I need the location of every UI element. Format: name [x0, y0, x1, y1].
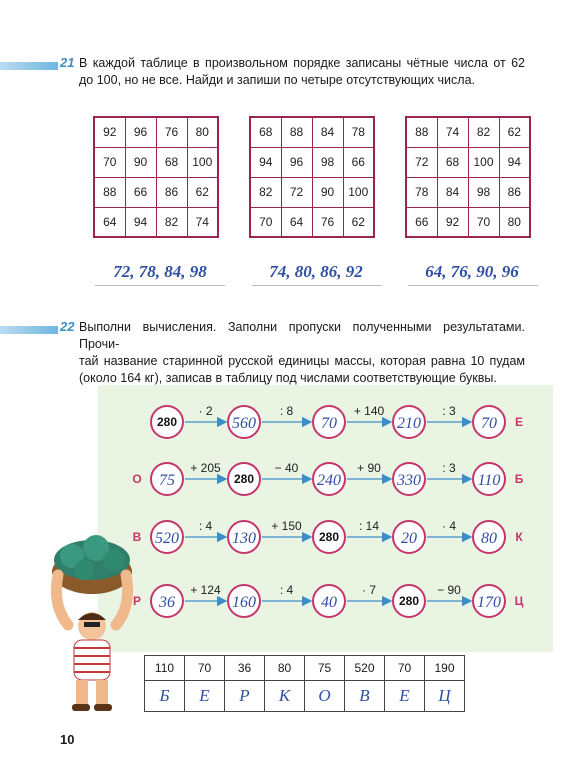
answer-letter-cell: Р	[225, 681, 265, 712]
table-cell: 84	[312, 117, 343, 147]
answer-letter-cell: О	[305, 681, 345, 712]
table-cell: 80	[499, 207, 530, 237]
table-cell: 76	[156, 117, 187, 147]
chain-letter-right: К	[515, 530, 523, 544]
operation-label: : 3	[442, 404, 456, 418]
chain-letter-right: Ц	[514, 594, 524, 608]
table-cell: 96	[125, 117, 156, 147]
table-cell: 70	[94, 147, 125, 177]
answer-letter-cell: Е	[385, 681, 425, 712]
operation-label: · 7	[361, 583, 377, 597]
operation-label: − 90	[437, 583, 461, 597]
operation-label: : 4	[279, 583, 294, 597]
table-cell: 98	[468, 177, 499, 207]
table-cell: 64	[281, 207, 312, 237]
task-22-number: 22	[60, 319, 75, 334]
table-cell: 62	[187, 177, 218, 207]
table-cell: 62	[343, 207, 374, 237]
task-21-line-2: до 100, но не все. Найди и запиши по четыре отсутствующих числа.	[79, 73, 476, 87]
table-cell: 66	[343, 147, 374, 177]
chain-letter-left: Р	[132, 594, 142, 608]
table-cell: 100	[468, 147, 499, 177]
table-cell: 94	[125, 207, 156, 237]
table-cell: 94	[250, 147, 281, 177]
computed-number: 240	[317, 472, 341, 489]
computed-number: 20	[401, 530, 417, 547]
answer-letter-cell: Б	[145, 681, 185, 712]
computed-number: 70	[481, 415, 497, 432]
table-cell: 62	[499, 117, 530, 147]
table-cell: 78	[406, 177, 437, 207]
answer-number-cell: 190	[425, 656, 465, 681]
answer-letter-cell: В	[345, 681, 385, 712]
answer-number-cell: 75	[305, 656, 345, 681]
table-cell: 66	[125, 177, 156, 207]
table-cell: 82	[468, 117, 499, 147]
table-cell: 98	[312, 147, 343, 177]
answer-number-cell: 70	[185, 656, 225, 681]
computed-number: 36	[159, 594, 175, 611]
missing-numbers-answer-1: 72, 78, 84, 98	[113, 262, 207, 281]
table-cell: 84	[437, 177, 468, 207]
table-cell: 96	[281, 147, 312, 177]
operation-label: + 150	[271, 519, 302, 533]
computed-number: 40	[321, 594, 337, 611]
table-cell: 86	[156, 177, 187, 207]
given-number: 280	[233, 472, 255, 486]
table-cell: 100	[187, 147, 218, 177]
operation-label: : 4	[198, 519, 213, 533]
answer-letter-cell: Е	[185, 681, 225, 712]
task-21-line-1: В каждой таблице в произвольном порядке записаны чётные числа от 62	[79, 56, 525, 70]
answer-number-cell: 110	[145, 656, 185, 681]
missing-numbers-answer-2: 74, 80, 86, 92	[269, 262, 363, 281]
table-cell: 94	[499, 147, 530, 177]
table-cell: 90	[312, 177, 343, 207]
chain-letter-right: Б	[514, 472, 524, 486]
operation-label: : 3	[442, 461, 456, 475]
computed-number: 170	[477, 594, 501, 611]
page-number: 10	[60, 732, 75, 747]
missing-numbers-answer-3: 64, 76, 90, 96	[425, 262, 519, 281]
operation-label: − 40	[274, 461, 299, 475]
computed-number: 110	[477, 472, 501, 489]
table-cell: 88	[281, 117, 312, 147]
table-cell: 72	[281, 177, 312, 207]
operation-label: · 4	[441, 519, 457, 533]
operation-label: + 124	[190, 583, 221, 597]
table-cell: 78	[343, 117, 374, 147]
table-cell: 80	[187, 117, 218, 147]
computed-number: 70	[321, 415, 337, 432]
table-cell: 74	[187, 207, 218, 237]
task-22-line-3: (около 164 кг), записав в таблицу под числами соответствующие буквы.	[79, 371, 497, 385]
table-cell: 100	[343, 177, 374, 207]
chain-letter-right: Е	[514, 415, 524, 429]
table-cell: 68	[437, 147, 468, 177]
table-cell: 76	[312, 207, 343, 237]
table-cell: 86	[499, 177, 530, 207]
computed-number: 80	[481, 530, 497, 547]
table-cell: 92	[94, 117, 125, 147]
computed-number: 520	[155, 530, 179, 547]
answer-table	[144, 655, 465, 712]
computed-number: 210	[397, 415, 421, 432]
answer-number-cell: 520	[345, 656, 385, 681]
computed-number: 560	[232, 415, 256, 432]
table-cell: 68	[156, 147, 187, 177]
table-cell: 68	[250, 117, 281, 147]
operation-label: + 140	[353, 404, 385, 418]
answer-letter-cell: К	[265, 681, 305, 712]
answer-number-cell: 70	[385, 656, 425, 681]
answer-number-cell: 36	[225, 656, 265, 681]
answer-letter-cell: Ц	[425, 681, 465, 712]
table-cell: 64	[94, 207, 125, 237]
task-22-line-1: Выполни вычисления. Заполни пропуски полученными результатами. Прочи-	[79, 320, 525, 351]
task-22-line-2: тай название старинной русской единицы массы, которая равна 10 пудам	[79, 354, 525, 368]
operation-label: + 205	[190, 461, 221, 475]
operation-label: + 90	[357, 461, 381, 475]
table-cell: 82	[250, 177, 281, 207]
answer-number-cell: 80	[265, 656, 305, 681]
computed-number: 160	[232, 594, 256, 611]
computed-number: 75	[159, 472, 175, 489]
table-cell: 92	[437, 207, 468, 237]
operation-label: : 14	[358, 519, 380, 533]
chain-letter-left: В	[132, 530, 142, 544]
operation-label: · 2	[198, 404, 213, 418]
given-number: 280	[318, 530, 340, 544]
given-number: 280	[398, 594, 420, 608]
computed-number: 130	[232, 530, 256, 547]
table-cell: 82	[156, 207, 187, 237]
table-cell: 70	[468, 207, 499, 237]
table-cell: 70	[250, 207, 281, 237]
computed-number: 330	[397, 472, 421, 489]
table-cell: 72	[406, 147, 437, 177]
task-21-number: 21	[60, 55, 75, 70]
table-cell: 88	[94, 177, 125, 207]
table-cell: 74	[437, 117, 468, 147]
table-cell: 88	[406, 117, 437, 147]
table-cell: 90	[125, 147, 156, 177]
operation-label: : 8	[279, 404, 294, 418]
given-number: 280	[156, 415, 178, 429]
table-cell: 66	[406, 207, 437, 237]
chain-letter-left: О	[132, 472, 142, 486]
